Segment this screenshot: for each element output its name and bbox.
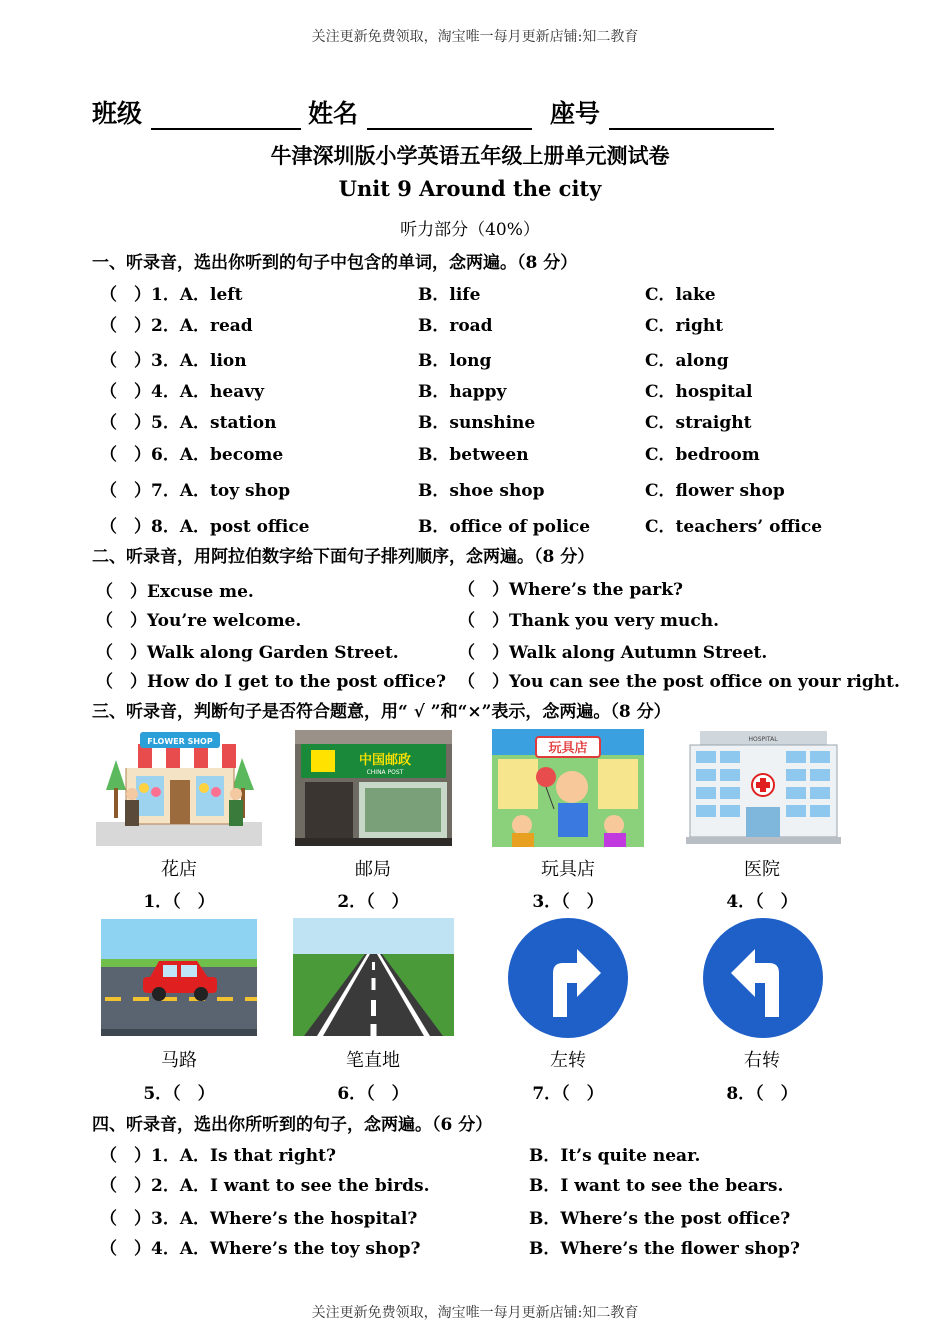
s2-right-2: （ ）Thank you very much. [458,611,720,631]
s2-left-3: （ ）Walk along Garden Street. [96,643,399,663]
footer-note: 关注更新免费领取，淘宝唯一每月更新店铺:知二教育 [311,1305,639,1321]
answer-8[interactable]: 8．（ ） [726,1084,798,1104]
class-field[interactable] [92,94,301,130]
s1-q1-b: B．life [418,285,481,305]
s1-q2-b: B．road [418,316,493,336]
s4-q4-b: B．Where’s the flower shop? [529,1239,800,1259]
class-blank[interactable] [151,106,301,130]
turn-left-sign-picture [693,917,833,1039]
seat-label: 座号 [550,99,601,128]
s1-q8: （ ）8．A．post office [100,517,310,537]
label-road: 马路 [161,1050,197,1071]
seat-blank[interactable] [609,106,774,130]
label-hospital: 医院 [744,859,780,880]
section4-heading: 四、听录音，选出你所听到的句子，念两遍。（6 分） [92,1115,493,1135]
s1-q6-c: C．bedroom [645,445,760,465]
section1-heading: 一、听录音，选出你听到的句子中包含的单词，念两遍。（8 分） [92,253,578,273]
s1-q1-c: C．lake [645,285,716,305]
answer-4[interactable]: 4．（ ） [726,892,798,912]
s2-left-1: （ ）Excuse me. [96,582,254,602]
s4-q1-b: B．It’s quite near. [529,1146,701,1166]
label-turn-left: 左转 [550,1050,586,1071]
answer-3[interactable]: 3．（ ） [532,892,604,912]
post-office-picture [295,730,452,846]
class-label: 班级 [92,99,143,128]
s2-right-4: （ ）You can see the post office on your right. [458,672,900,692]
s4-q1: （ ）1．A．Is that right? [100,1146,336,1166]
answer-1[interactable]: 1．（ ） [143,892,215,912]
s2-right-3: （ ）Walk along Autumn Street. [458,643,768,663]
turn-right-sign-picture [505,917,631,1039]
s4-q2: （ ）2．A．I want to see the birds. [100,1176,430,1196]
answer-6[interactable]: 6．（ ） [337,1084,409,1104]
s1-q4: （ ）4．A．heavy [100,382,264,402]
s4-q2-b: B．I want to see the bears. [529,1176,784,1196]
s1-q4-c: C．hospital [645,382,753,402]
label-toy-shop: 玩具店 [541,859,595,880]
label-turn-right: 右转 [744,1050,780,1071]
s2-left-4: （ ）How do I get to the post office? [96,672,446,692]
s1-q2: （ ）2．A．read [100,316,253,336]
s1-q2-c: C．right [645,316,724,336]
s1-q8-c: C．teachers’ office [645,517,823,537]
s1-q6-b: B．between [418,445,529,465]
hospital-sign: HOSPITAL [748,736,778,743]
s1-q3-c: C．along [645,351,729,371]
s1-q7-c: C．flower shop [645,481,785,501]
s1-q5-b: B．sunshine [418,413,536,433]
section3-heading: 三、听录音，判断句子是否符合题意，用“ √ ”和“×”表示，念两遍。（8 分） [92,702,671,722]
label-post-office: 邮局 [355,859,391,880]
answer-5[interactable]: 5．（ ） [143,1084,215,1104]
s1-q3: （ ）3．A．lion [100,351,247,371]
toy-shop-sign: 玩具店 [548,741,588,756]
header-note: 关注更新免费领取，淘宝唯一每月更新店铺:知二教育 [311,29,639,45]
s4-q3-b: B．Where’s the post office? [529,1209,791,1229]
s4-q3: （ ）3．A．Where’s the hospital? [100,1209,418,1229]
flower-shop-sign: FLOWER SHOP [147,737,213,746]
s1-q1: （ ）1．A．left [100,285,243,305]
s1-q7: （ ）7．A．toy shop [100,481,291,501]
flower-shop-picture [96,730,262,846]
toy-shop-picture [492,729,644,847]
section2-heading: 二、听录音，用阿拉伯数字给下面句子排列顺序，念两遍。（8 分） [92,547,595,567]
listening-heading: 听力部分（40%） [400,220,540,240]
label-straight: 笔直地 [346,1050,400,1071]
s1-q4-b: B．happy [418,382,507,402]
unit-title: Unit 9 Around the city [338,176,602,201]
answer-7[interactable]: 7．（ ） [532,1084,604,1104]
name-blank[interactable] [367,106,532,130]
s1-q3-b: B．long [418,351,492,371]
name-field[interactable] [308,94,532,130]
straight-road-picture [293,918,454,1036]
post-office-sign: 中国邮政 [358,753,412,768]
s2-right-1: （ ）Where’s the park? [458,580,683,600]
hospital-picture [686,729,841,844]
label-flower-shop: 花店 [161,859,197,880]
s1-q8-b: B．office of police [418,517,591,537]
answer-2[interactable]: 2．（ ） [337,892,409,912]
s1-q6: （ ）6．A．become [100,445,284,465]
s2-left-2: （ ）You’re welcome. [96,611,302,631]
page-title: 牛津深圳版小学英语五年级上册单元测试卷 [270,143,670,168]
s4-q4: （ ）4．A．Where’s the toy shop? [100,1239,421,1259]
seat-field[interactable] [550,94,774,130]
s1-q7-b: B．shoe shop [418,481,545,501]
s1-q5: （ ）5．A．station [100,413,277,433]
name-label: 姓名 [308,99,359,128]
road-picture [101,919,257,1036]
post-office-sign-en: CHINA POST [366,769,404,776]
s1-q5-c: C．straight [645,413,752,433]
